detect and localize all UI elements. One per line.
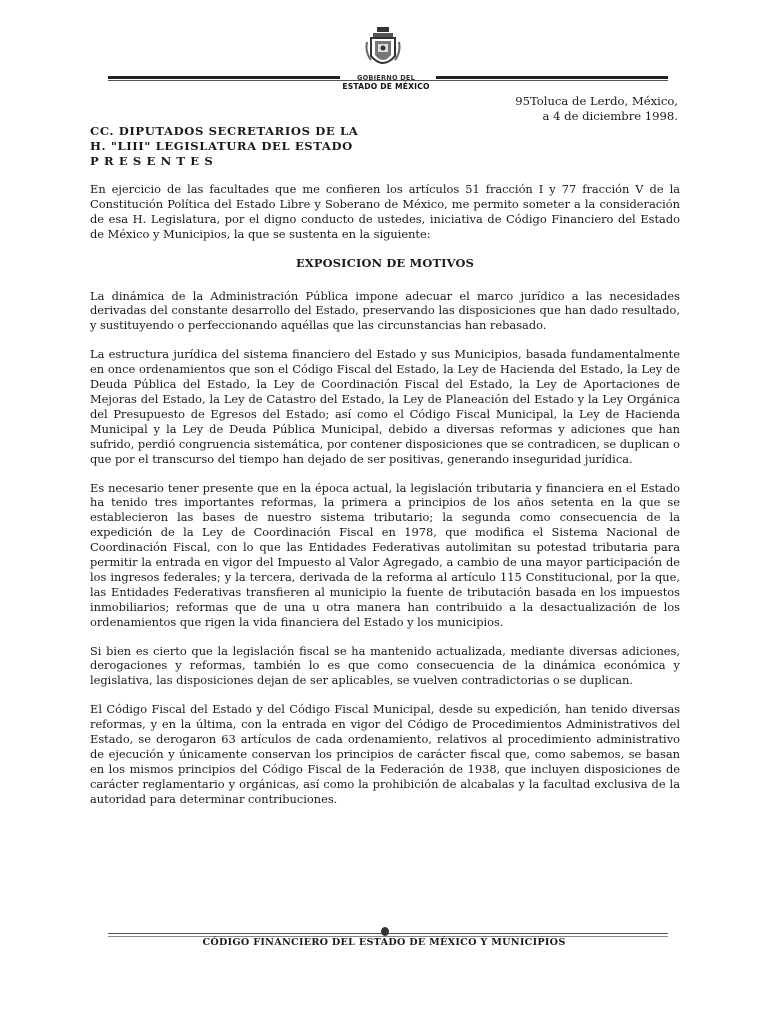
header-rule-right xyxy=(436,76,668,79)
addressee-line-1: CC. DIPUTADOS SECRETARIOS DE LA xyxy=(90,124,359,138)
place-line-1: 95Toluca de Lerdo, México, xyxy=(515,94,678,108)
addressee-block xyxy=(90,124,358,169)
body-paragraph: Es necesario tener presente que en la época actual, la legislación tributaria y financiera en el Estado ha tenido tres importantes reformas, la primera a principios de los años setenta en la que se establecieron las bases de nuestro sistema tributario; la segunda como consecuencia de la expedición de la Ley de Coordinación Fiscal en 1978, que modifica el Sistema Nacional de Coordinación Fiscal, con lo que las Entidades Federativas autolimitan su potestad tributaria para permitir la entrada en vigor del Impuesto al Valor Agregado, a cambio de una mayor participación de los ingresos federales; y la tercera, derivada de la reforma al artículo 115 Constitucional, por la que, las Entidades Federativas transfieren al municipio la fuente de tributación basada en los impuestos inmobiliarios; reformas que de una u otra manera han contribuido a la desactualización de los ordenamientos que rigen la vida financiera del Estado y los municipios. xyxy=(90,480,680,629)
body-paragraph: El Código Fiscal del Estado y del Código Fiscal Municipal, desde su expedición, han tenido diversas reformas, y en la última, con la entrada en vigor del Código de Procedimientos Administrativos del Estado, se derogaron 63 artículos de cada ordenamiento, relativos al procedimiento administrativo de ejecución y únicamente conservan los principios de carácter fiscal que, como sabemos, se basan en los mismos principios del Código Fiscal de la Federación de 1938, que incluyen disposiciones de carácter reglamentario y orgánicas, así como la prohibición de alcabalas y la facultad exclusiva de la autoridad para determinar contribuciones. xyxy=(90,702,680,806)
body-paragraph: La dinámica de la Administración Pública impone adecuar el marco jurídico a las necesidades derivadas del constante desarrollo del Estado, preservando las disposiciones que han dado resultado, y sustituyendo o perfeccionando aquéllas que las circunstancias han rebasado. xyxy=(90,288,680,333)
header-rule-left xyxy=(108,76,340,79)
body-paragraph: Si bien es cierto que la legislación fiscal se ha mantenido actualizada, mediante diversas adiciones, derogaciones y reformas, también lo es que como consecuencia de la dinámica económica y legislativa, las disposiciones dejan de ser aplicables, se vuelven contradictorias o se duplican. xyxy=(90,643,680,688)
place-and-date xyxy=(515,94,678,124)
gov-line-1: GOBIERNO DEL xyxy=(356,74,416,82)
intro-paragraph: En ejercicio de las facultades que me confieren los artículos 51 fracción I y 77 fracción V de la Constitución Política del Estado Libre y Soberano de México, me permito someter a la consideración de esa H. Legislatura, por el digno conducto de ustedes, iniciativa de Código Financiero del Estado de México y Municipios, la que se sustenta en la siguiente: xyxy=(90,182,680,241)
place-line-2: a 4 de diciembre 1998. xyxy=(542,109,678,123)
coat-of-arms-icon xyxy=(363,26,403,72)
government-logo-text xyxy=(336,74,436,91)
addressee-line-3: P R E S E N T E S xyxy=(90,154,214,168)
document-body xyxy=(90,182,680,821)
footer-dot-ornament xyxy=(381,927,389,936)
gov-line-2: ESTADO DE MÉXICO xyxy=(342,82,430,91)
section-heading: EXPOSICION DE MOTIVOS xyxy=(295,255,475,270)
addressee-line-2: H. "LIII" LEGISLATURA DEL ESTADO xyxy=(90,139,353,153)
page-footer: CÓDIGO FINANCIERO DEL ESTADO DE MÉXICO Y MUNICIPIOS xyxy=(202,937,566,948)
body-paragraph: La estructura jurídica del sistema financiero del Estado y sus Municipios, basada fundamentalmente en once ordenamientos que son el Código Fiscal del Estado, la Ley de Hacienda del Estado, la Ley de Deuda Pública del Estado, la Ley de Coordinación Fiscal del Estado, la Ley de Aportaciones de Mejoras del Estado, la Ley de Catastro del Estado, la Ley de Planeación del Estado y la Ley Orgánica del Presupuesto de Egresos del Estado; así como el Código Fiscal Municipal, la Ley de Hacienda Municipal y la Ley de Deuda Pública Municipal, debido a diversas reformas y adiciones que han sufrido, perdió congruencia sistemática, por contener disposiciones que se contradicen, se duplican o que por el transcurso del tiempo han dejado de ser positivas, generando inseguridad jurídica. xyxy=(90,347,680,466)
